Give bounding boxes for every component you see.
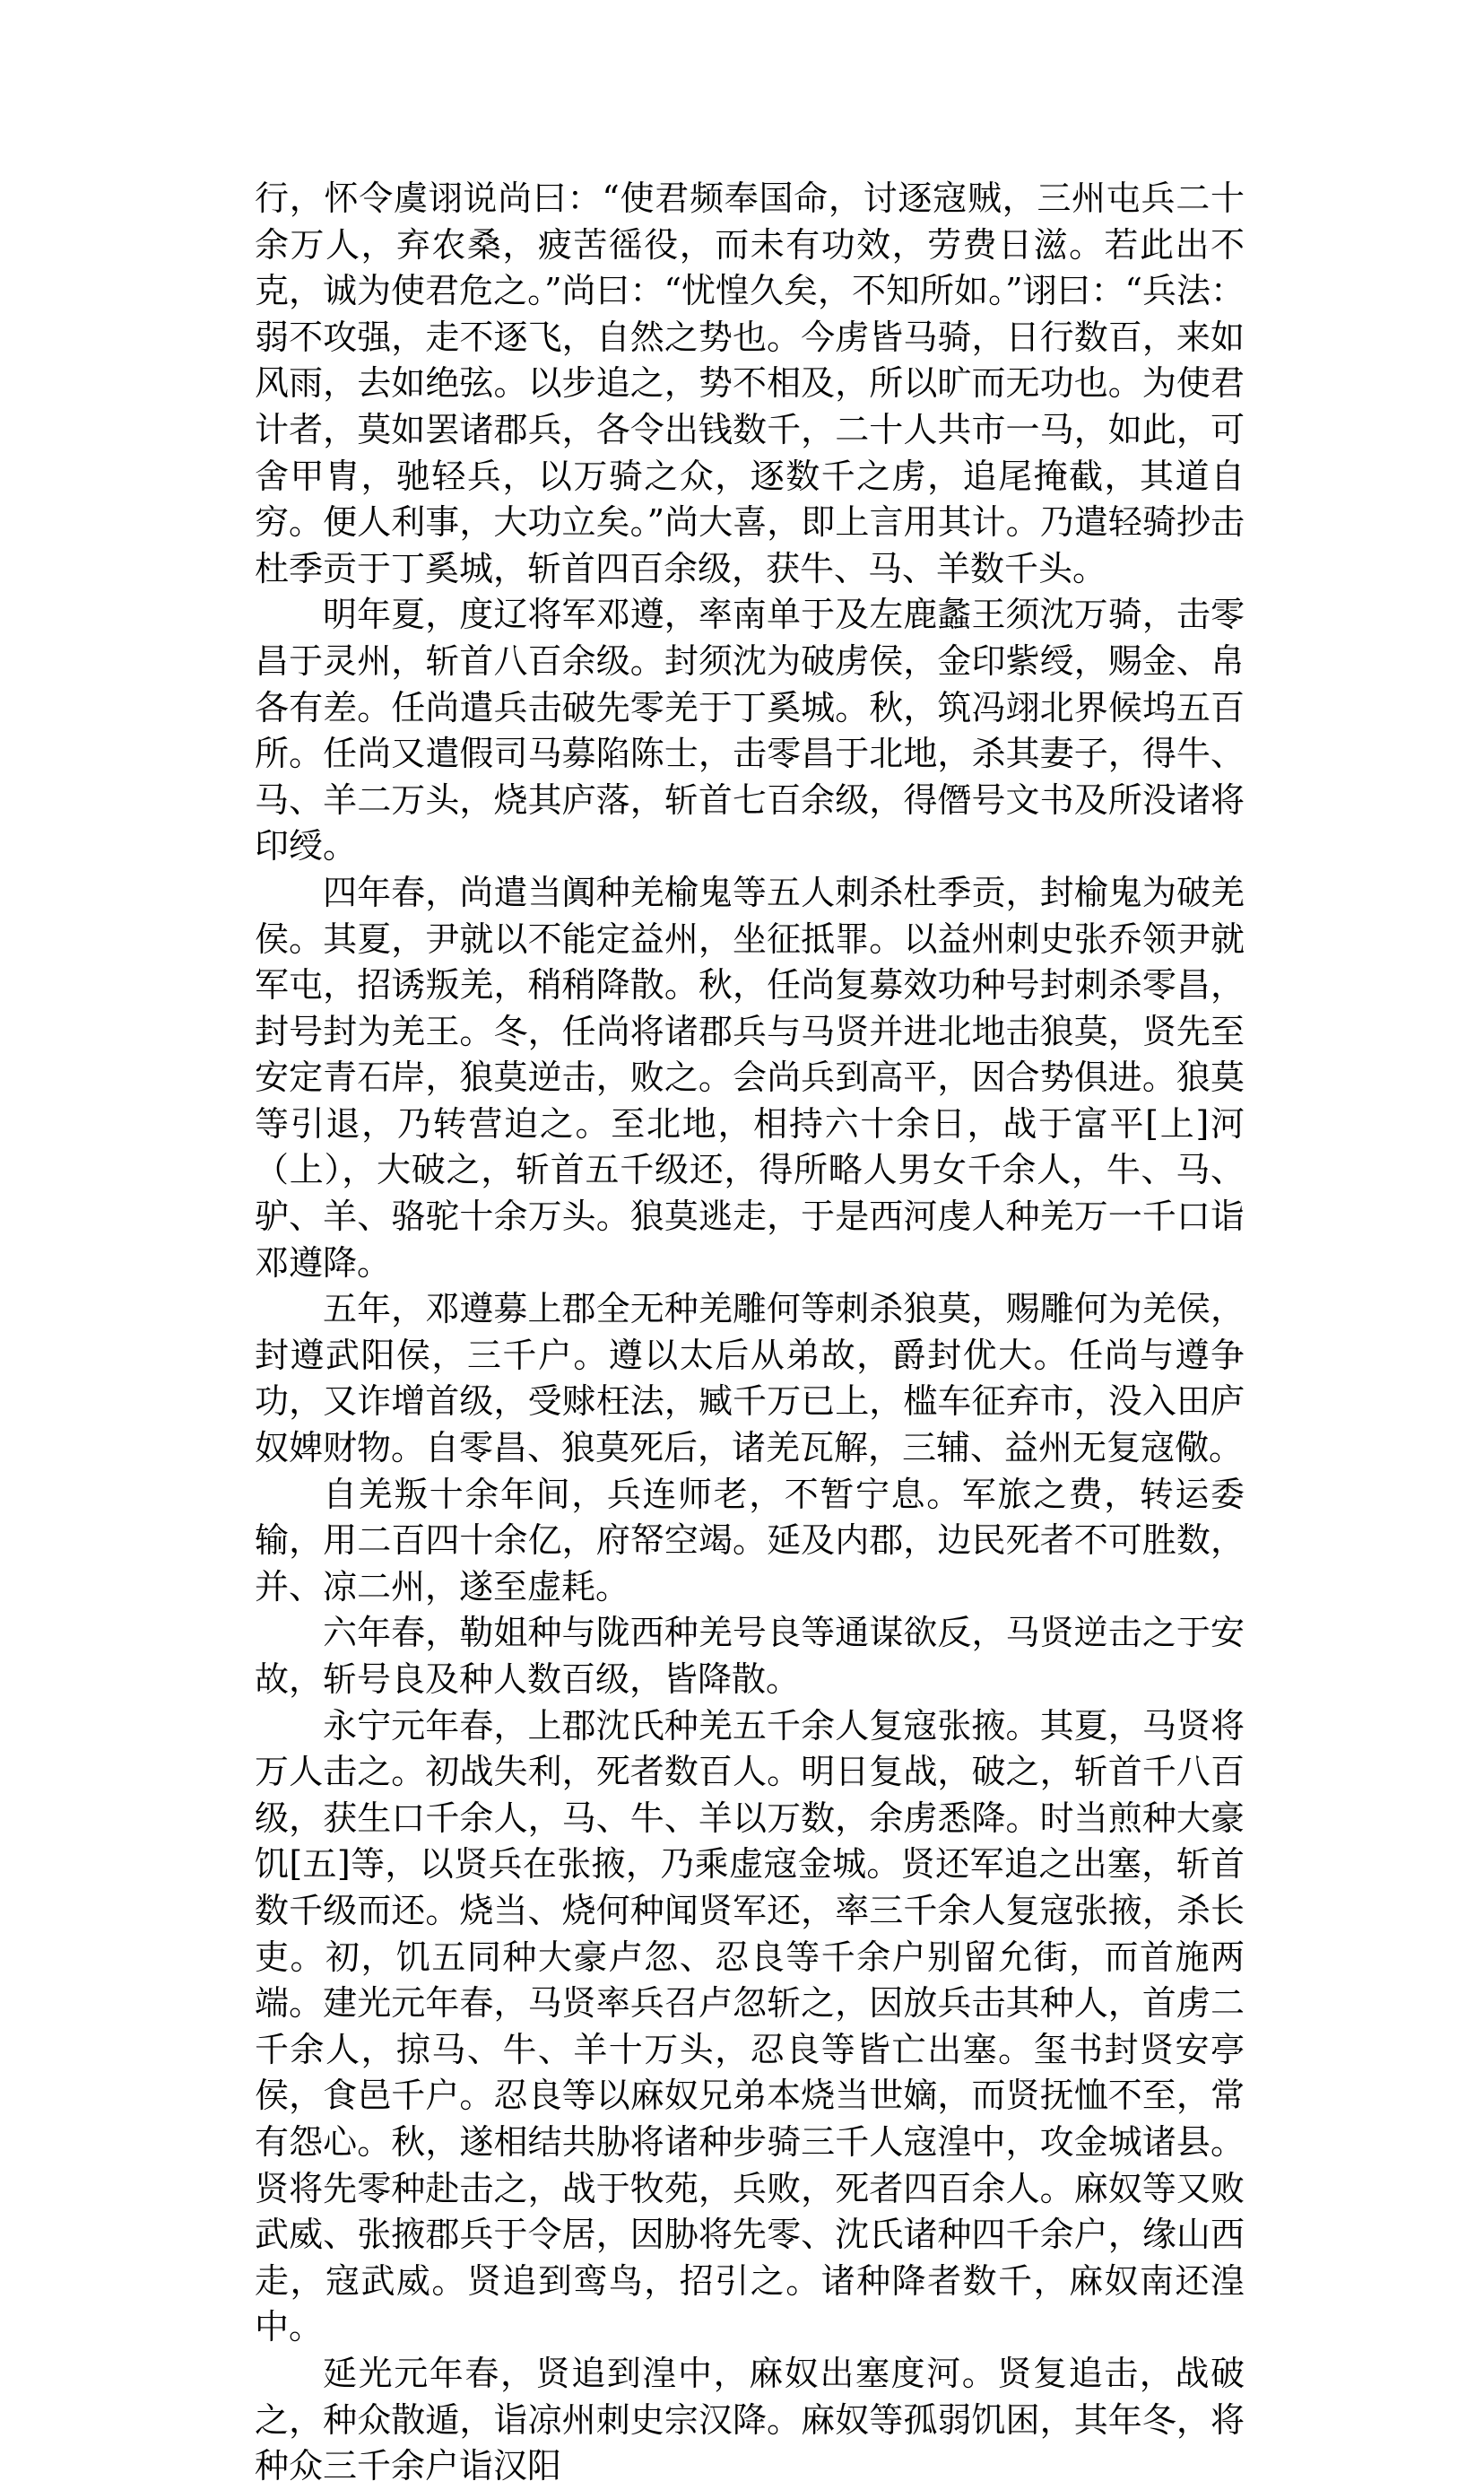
paragraph-7: 永宁元年春，上郡沈氏种羌五千余人复寇张掖。其夏，马贤将万人击之。初战失利，死者数百人。明日复战，破之，斩首千八百级，获生口千余人，马、牛、羊以万数，余虏悉降。时当煎种大豪饥[五]等，以贤兵在张掖，乃乘虚寇金城。贤还军追之出塞，斩首数千级而还。烧当、烧何种闻贤军还，率三千余人复寇张掖，杀长吏。初，饥五同种大豪卢忽、忍良等千余户别留允街，而首施两端。建光元年春，马贤率兵召卢忽斩之，因放兵击其种人，首虏二千余人，掠马、牛、羊十万头，忍良等皆亡出塞。玺书封贤安亭侯，食邑千户。忍良等以麻奴兄弟本烧当世嫡，而贤抚恤不至，常有怨心。秋，遂相结共胁将诸种步骑三千人寇湟中，攻金城诸县。贤将先零种赴击之，战于牧苑，兵败，死者四百余人。麻奴等又败武威、张掖郡兵于令居，因胁将先零、沈氏诸种四千余户，缘山西走，寇武威。贤追到鸾鸟，招引之。诸种降者数千，麻奴南还湟中。 — [255, 1705, 1245, 2347]
paragraph-4: 五年，邓遵募上郡全无种羌雕何等刺杀狼莫，赐雕何为羌侯，封遵武阳侯，三千户。遵以太后从弟故，爵封优大。任尚与遵争功，又诈增首级，受赇枉法，臧千万已上，槛车征弃市，没入田庐奴婢财物。自零昌、狼莫死后，诸羌瓦解，三辅、益州无复寇儆。 — [255, 1289, 1245, 1468]
paragraph-2: 明年夏，度辽将军邓遵，率南单于及左鹿蠡王须沈万骑，击零昌于灵州，斩首八百余级。封须沈为破虏侯，金印紫绶，赐金、帛各有差。任尚遣兵击破先零羌于丁奚城。秋，筑冯翊北界候坞五百所。任尚又遣假司马募陷陈士，击零昌于北地，杀其妻子，得牛、马、羊二万头，烧其庐落，斩首七百余级，得僭号文书及所没诸将印绶。 — [255, 595, 1245, 866]
paragraph-5: 自羌叛十余年间，兵连师老，不暂宁息。军旅之费，转运委输，用二百四十余亿，府帑空竭。延及内郡，边民死者不可胜数，并、凉二州，遂至虚耗。 — [255, 1474, 1245, 1606]
paragraph-1: 行，怀令虞诩说尚曰：“使君频奉国命，讨逐寇贼，三州屯兵二十余万人，弃农桑，疲苦徭役，而未有功效，劳费日滋。若此出不克，诚为使君危之。”尚曰：“忧惶久矣，不知所如。”诩曰：“兵法：弱不攻强，走不逐飞，自然之势也。今虏皆马骑，日行数百，来如风雨，去如绝弦。以步追之，势不相及，所以旷而无功也。为使君计者，莫如罢诸郡兵，各令出钱数千，二十人共市一马，如此，可舍甲胄，驰轻兵，以万骑之众，逐数千之虏，追尾掩截，其道自穷。便人利事，大功立矣。”尚大喜，即上言用其计。乃遣轻骑抄击杜季贡于丁奚城，斩首四百余级，获牛、马、羊数千头。 — [255, 178, 1245, 588]
paragraph-3: 四年春，尚遣当阗种羌榆鬼等五人刺杀杜季贡，封榆鬼为破羌侯。其夏，尹就以不能定益州，坐征抵罪。以益州刺史张乔领尹就军屯，招诱叛羌，稍稍降散。秋，任尚复募效功种号封刺杀零昌，封号封为羌王。冬，任尚将诸郡兵与马贤并进北地击狼莫，贤先至安定青石岸，狼莫逆击，败之。会尚兵到高平，因合势俱进。狼莫等引退，乃转营迫之。至北地，相持六十余日，战于富平[上]河（上），大破之，斩首五千级还，得所略人男女千余人，牛、马、驴、羊、骆驼十余万头。狼莫逃走，于是西河虔人种羌万一千口诣邓遵降。 — [255, 872, 1245, 1283]
paragraph-6: 六年春，勒姐种与陇西种羌号良等通谋欲反，马贤逆击之于安故，斩号良及种人数百级，皆降散。 — [255, 1613, 1245, 1699]
paragraph-8: 延光元年春，贤追到湟中，麻奴出塞度河。贤复追击，战破之，种众散遁，诣凉州刺史宗汉降。麻奴等孤弱饥困，其年冬，将种众三千余户诣汉阳 — [255, 2353, 1245, 2486]
document-page — [255, 176, 1245, 2490]
